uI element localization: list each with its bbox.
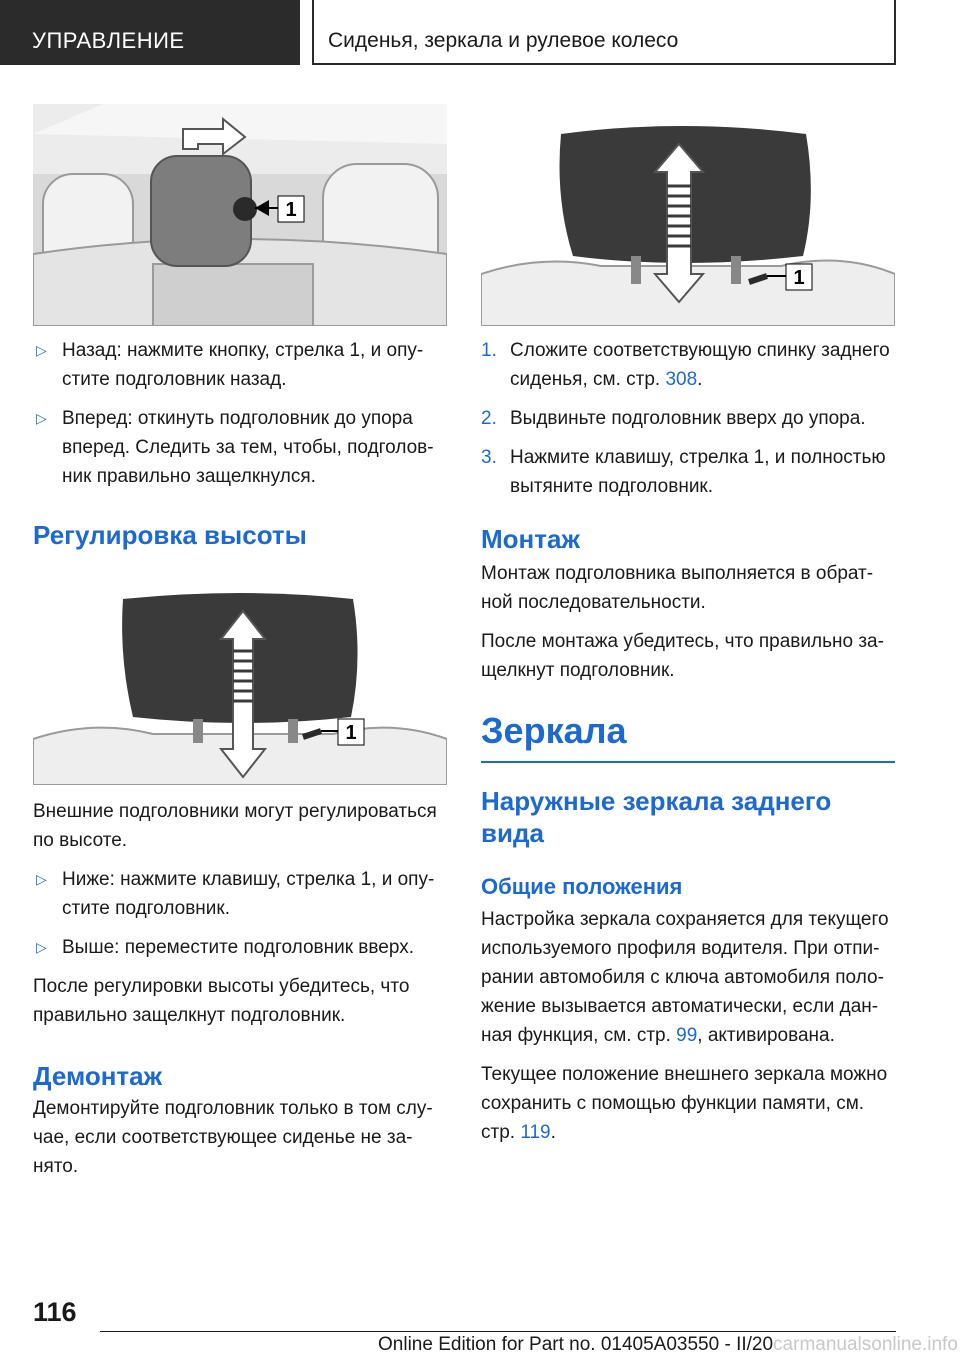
removal-steps [481,336,895,501]
tilt-instructions [33,336,447,491]
callout-1: 1 [793,267,805,289]
callout-1: 1 [345,722,357,744]
height-after-paragraph: После регулировки высоты убедитесь, что правильно защелкнут подголовник. [33,976,410,1026]
footer-edition: Online Edition for Part no. 01405A03550 - II/20carmanualsonline.info [378,1334,958,1355]
left-column [33,104,447,1181]
list-item: ▷ Выше: переместите подголовник вверх. [33,933,447,962]
triangle-bullet-icon: ▷ [36,939,47,955]
memory-paragraph: Текущее положение внешнего зеркала можно сохранить с помощью функции памяти, см. стр. 119. [481,1064,888,1143]
height-paragraph: Внешние подголовники могут регулироваться по высоте. [33,801,437,851]
triangle-bullet-icon: ▷ [36,871,47,887]
list-item: ▷ Назад: нажмите кнопку, стрелка 1, и опустите подголовник назад. [33,336,447,394]
page-link-308[interactable]: 308 [665,369,698,390]
footer-rule [100,1331,896,1332]
list-item: 2. Выдвиньте подголовник вверх до упора. [481,408,866,429]
headrest-height-figure [33,589,447,785]
triangle-bullet-icon: ▷ [36,410,47,426]
right-column [481,104,895,1147]
heading-mirrors: Зеркала [481,710,627,751]
install-paragraph-1: Монтаж подголовника выполняется в обратной последовательности. [481,563,874,613]
list-item: ▷ Ниже: нажмите клавишу, стрелка 1, и опустите подголовник. [33,865,447,923]
heading-outer-mirrors: Наружные зеркала заднего вида [481,786,832,848]
section-title: УПРАВЛЕНИЕ [0,0,300,65]
triangle-bullet-icon: ▷ [36,342,47,358]
list-item: 3. Нажмите клавишу, стрелка 1, и полностью вытяните подголовник. [481,447,886,497]
callout-1: 1 [285,199,297,221]
heading-height-adjustment: Регулировка высоты [33,520,307,550]
page-link-119[interactable]: 119 [520,1122,551,1143]
chapter-title: Сиденья, зеркала и рулевое колесо [312,0,896,65]
headrest-tilt-figure [33,104,447,326]
watermark: carmanualsonline.info [773,1334,958,1355]
list-item: ▷ Вперед: откинуть подголовник до упора вперед. Следить за тем, чтобы, подголовник правильно защелкнулся. [33,404,447,491]
headrest-removal-figure [481,104,895,326]
general-paragraph: Настройка зеркала сохраняется для текущего используемого профиля водителя. При отпирании автомобиля с ключа автомобиля положение вызывается автоматически, если данная функция, см. стр. 99, активирована. [481,909,889,1046]
list-item: 1. Сложите соответствующую спинку заднего сиденья, см. стр. 308. [481,340,890,390]
page-link-99[interactable]: 99 [676,1025,698,1046]
height-instructions [33,865,447,962]
heading-removal: Демонтаж [33,1061,163,1091]
page-number: 116 [33,1297,77,1327]
section-divider [481,761,895,763]
install-paragraph-2: После монтажа убедитесь, что правильно защелкнут подголовник. [481,631,884,681]
removal-paragraph: Демонтируйте подголовник только в том случае, если соответствующее сиденье не занято. [33,1098,433,1177]
heading-installation: Монтаж [481,524,580,554]
heading-general: Общие положения [481,874,683,899]
